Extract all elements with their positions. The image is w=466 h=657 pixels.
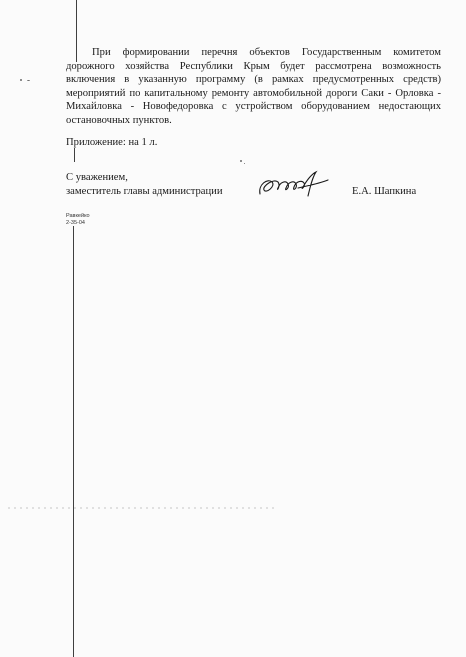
scan-noise-dots	[6, 506, 276, 510]
attachment-note: Приложение: на 1 л.	[66, 137, 158, 148]
scan-artifact-line	[73, 226, 74, 657]
signer-position: заместитель главы администрации	[66, 186, 223, 197]
executor-name: Равкейко	[66, 213, 90, 219]
closing-greeting: С уважением,	[66, 172, 128, 183]
signer-name: Е.А. Шапкина	[352, 186, 417, 197]
scan-speck	[244, 163, 245, 164]
letter-body-paragraph: При формировании перечня объектов Государственным комитетом дорожного хозяйства Республики Крым будет рассмотрена возможность включения в указанную программу (в рамках предусмотренных средств) мероприятий по капитальному ремонту автомобильной дороги Саки - Орловка - Михайловка - Новофедоровка с устройством оборудованием недостающих остановочных пунктов.	[66, 47, 441, 126]
scan-speck	[27, 80, 30, 81]
executor-phone: 2-35-04	[66, 219, 85, 226]
closing-block	[66, 171, 223, 199]
scan-speck	[240, 160, 242, 162]
handwritten-signature	[254, 168, 334, 202]
scan-speck	[20, 79, 22, 81]
scan-artifact-line	[74, 148, 75, 162]
executor-block	[66, 213, 90, 226]
